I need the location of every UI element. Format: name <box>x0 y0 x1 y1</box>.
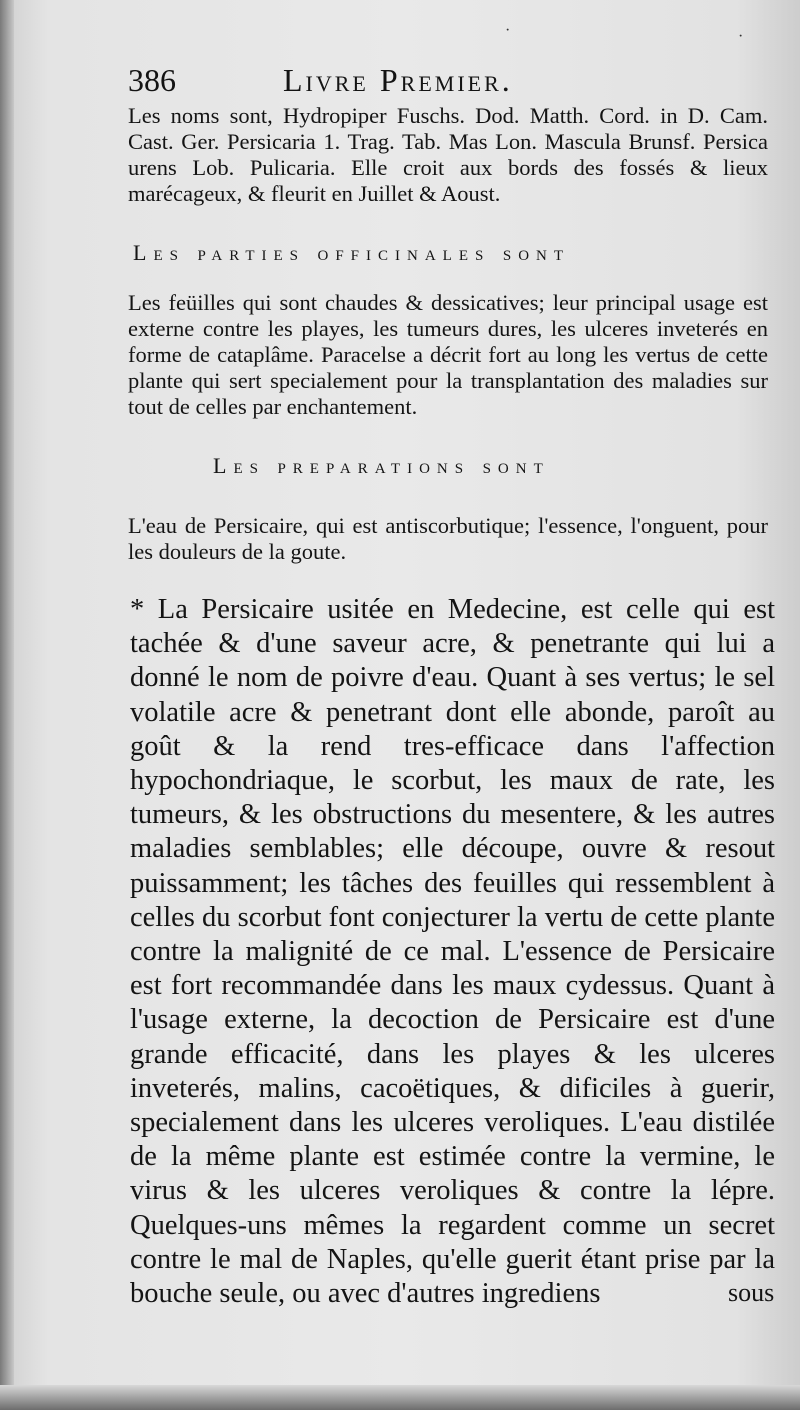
section-heading-preparations: Les preparations sont <box>213 453 550 478</box>
section-heading-parties: Les parties officinales sont <box>133 240 571 265</box>
main-paragraph: * La Persicaire usitée en Medecine, est celle qui est tachée & d'une saveur acre, & penetrante qui lui a donné le nom de poivre d'eau. Quant à ses vertus; le sel volatile acre & penetrant dont elle abonde, paroît au goût & la rend tres-efficace dans l'affection hypochondriaque, le scorbut, les maux de rate, les tumeurs, & les obstructions du mesentere, & les autres maladies semblables; elle découpe, ouvre & resout puissamment; les tâches des feuilles qui ressemblent à celles du scorbut font conjecturer la vertu de cette plante contre la malignité de ce mal. L'essence de Persicaire est fort recommandée dans les maux cydessus. Quant à l'usage externe, la decoction de Persicaire est d'une grande efficacité, dans les playes & les ulceres inveterés, malins, cacoëtiques, & dificiles à guerir, specialement dans les ulceres veroliques. L'eau distilée de la même plante est estimée contre la vermine, le virus & les ulceres veroliques & contre la lépre. Quelques-uns mêmes la regardent comme un secret contre le mal de Naples, qu'elle guerit étant prise par la bouche seule, ou avec d'autres ingrediens <box>130 594 775 1310</box>
page-number: 386 <box>128 62 176 98</box>
running-title: Livre Premier. <box>283 62 513 98</box>
ink-speck: · <box>738 28 744 45</box>
preparations-paragraph: L'eau de Persicaire, qui est antiscorbutique; l'essence, l'onguent, pour les douleurs de la goute. <box>128 513 768 564</box>
page-gutter-shadow <box>0 0 14 1410</box>
noms-paragraph: Les noms sont, Hydropiper Fuschs. Dod. Matth. Cord. in D. Cam. Cast. Ger. Persicaria 1. Trag. Tab. Mas Lon. Mascula Brunsf. Persica urens Lob. Pulicaria. Elle croit aux bords des fossés & lieux marécageux, & fleurit en Juillet & Aoust. <box>128 103 768 206</box>
catchword: sous <box>728 1278 775 1307</box>
ink-speck: · <box>505 22 511 39</box>
page-header <box>128 62 768 102</box>
page-bottom-edge <box>0 1385 800 1410</box>
parties-paragraph: Les feüilles qui sont chaudes & dessicatives; leur principal usage est externe contre les playes, les tumeurs dures, les ulceres inveterés en forme de cataplâme. Paracelse a décrit fort au long les vertus de cette plante qui sert specialement pour la transplantation des maladies sur tout de celles par enchantement. <box>128 290 768 419</box>
